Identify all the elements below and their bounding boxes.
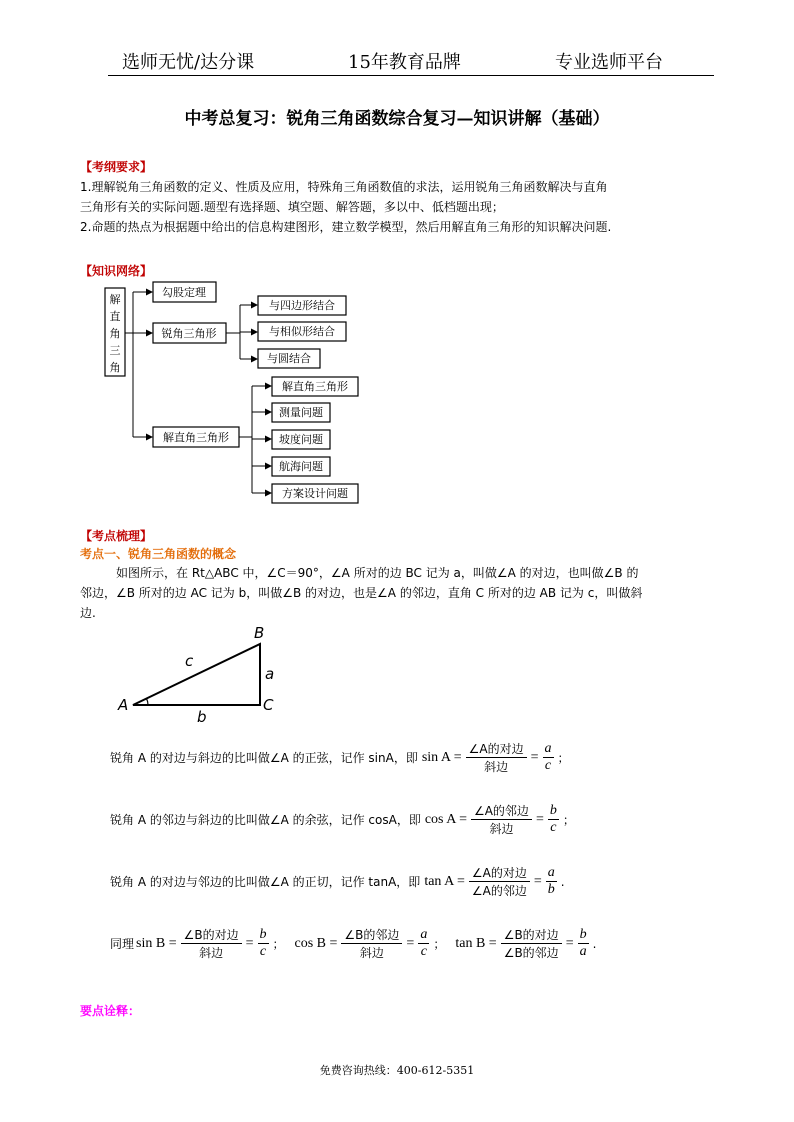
sinb-fraction bbox=[181, 926, 242, 961]
point1-intro bbox=[80, 563, 720, 623]
sinb-denominator: 斜边 bbox=[199, 946, 224, 960]
network-node-design: 方案设计问题 bbox=[282, 487, 348, 500]
tan-ratio-den: b bbox=[547, 882, 555, 897]
sin-lhs: sin A = bbox=[421, 749, 462, 765]
cosb-end: ； bbox=[433, 937, 446, 951]
network-node-navigation: 航海问题 bbox=[279, 460, 323, 473]
tanb-ratio bbox=[578, 927, 589, 960]
cos-formula: 锐角 A 的邻边与斜边的比叫做∠A 的余弦，记作 cosA，即 cos A = ∠A的邻边 斜边 = $\frac{b}{c}$ ； bbox=[110, 803, 575, 836]
cos-end: ； bbox=[562, 813, 575, 827]
cosb-denominator: 斜边 bbox=[359, 946, 384, 960]
tan-end: . bbox=[560, 874, 565, 889]
notes-heading: 要点诠释： bbox=[80, 1004, 141, 1018]
header-rule bbox=[108, 75, 714, 76]
network-node-measurement: 测量问题 bbox=[279, 406, 323, 419]
tan-lhs: tan A = bbox=[424, 873, 465, 889]
tanb-denominator: ∠B的邻边 bbox=[503, 946, 559, 960]
cos-ratio-num: b bbox=[549, 803, 557, 818]
tanb-ratio-num: b bbox=[579, 927, 587, 942]
header-tagline: 15年教育品牌 bbox=[348, 52, 461, 73]
cosb-numerator: ∠B的邻边 bbox=[341, 926, 402, 944]
footer-hotline: 免费咨询热线：400-612-5351 bbox=[319, 1064, 475, 1077]
cos-ratio bbox=[548, 803, 559, 836]
sin-description: 锐角 A 的对边与斜边的比叫做∠A 的正弦，记作 sinA，即 bbox=[110, 751, 418, 765]
network-root-char: 直 bbox=[109, 310, 121, 323]
syllabus-text bbox=[80, 177, 720, 237]
tan-fraction bbox=[469, 864, 530, 899]
right-triangle-figure bbox=[110, 622, 290, 727]
tan-denominator: ∠A的邻边 bbox=[471, 884, 527, 898]
sinb-ratio-num: b bbox=[259, 927, 267, 942]
sin-numerator: ∠A的对边 bbox=[466, 740, 527, 758]
knowledge-network-diagram bbox=[100, 278, 370, 510]
tan-description: 锐角 A 的对边与邻边的比叫做∠A 的正切，记作 tanA，即 bbox=[110, 875, 421, 889]
cos-description: 锐角 A 的邻边与斜边的比叫做∠A 的余弦，记作 cosA，即 bbox=[110, 813, 421, 827]
cos-denominator: 斜边 bbox=[489, 822, 514, 836]
network-root-char: 角 bbox=[109, 361, 121, 374]
sinb-ratio bbox=[258, 927, 269, 960]
syllabus-line: 1.理解锐角三角函数的定义、性质及应用，特殊角三角函数值的求法，运用锐角三角函数解决与直角 bbox=[80, 180, 608, 194]
cosb-ratio-den: c bbox=[420, 944, 427, 959]
tan-formula: 锐角 A 的对边与邻边的比叫做∠A 的正切，记作 tanA，即 tan A = ∠A的对边 ∠A的邻边 = $\frac{a}{b}$ . bbox=[110, 865, 565, 898]
sin-fraction bbox=[466, 740, 527, 775]
page-title: 中考总复习：锐角三角函数综合复习—知识讲解（基础） bbox=[184, 109, 610, 129]
network-node-slope: 坡度问题 bbox=[279, 433, 323, 446]
tan-ratio-num: a bbox=[547, 865, 555, 880]
angle-b-formulas: 同理 sin B = ∠B的对边 斜边 = $\frac{b}{c}$ ； cos B = ∠B的邻边 斜边 = $\frac{a}{c}$ ； tan B = ∠B的对边 ∠B的邻边 = $\frac{b}{a}$ . bbox=[110, 927, 597, 960]
side-b-label: b bbox=[197, 708, 207, 726]
network-node-quadrilateral: 与四边形结合 bbox=[269, 299, 335, 312]
syllabus-line: 2.命题的热点为根据题中给出的信息构建图形，建立数学模型，然后用解直角三角形的知识解决问题. bbox=[80, 220, 612, 234]
sinb-ratio-den: c bbox=[259, 944, 267, 959]
sin-ratio bbox=[543, 741, 554, 774]
syllabus-heading: 【考纲要求】 bbox=[80, 160, 153, 174]
tanb-lhs: tan B = bbox=[455, 935, 497, 951]
tanb-numerator: ∠B的对边 bbox=[501, 926, 562, 944]
network-node-solve-right-triangle: 解直角三角形 bbox=[163, 431, 229, 444]
intro-line: 如图所示，在 Rt△ABC 中，∠C＝90°，∠A 所对的边 BC 记为 a，叫做∠A 的对边，也叫做∠B 的 bbox=[116, 566, 639, 580]
triangle-shape bbox=[133, 644, 260, 705]
intro-line: 邻边，∠B 所对的边 AC 记为 b，叫做∠B 的对边，也是∠A 的邻边，直角 C 所对的边 AB 记为 c，叫做斜 bbox=[80, 586, 643, 600]
syllabus-line: 三角形有关的实际问题.题型有选择题、填空题、解答题，多以中、低档题出现； bbox=[80, 200, 504, 214]
cos-ratio-den: c bbox=[550, 820, 557, 835]
side-a-label: a bbox=[265, 665, 275, 683]
tan-numerator: ∠A的对边 bbox=[469, 864, 530, 882]
sin-ratio-num: a bbox=[544, 741, 552, 756]
intro-line: 边. bbox=[80, 606, 96, 620]
network-node-circle: 与圆结合 bbox=[267, 352, 311, 365]
vertex-b-label: B bbox=[254, 624, 265, 642]
header-brand: 选师无忧/达分课 bbox=[122, 52, 255, 73]
sin-end: ； bbox=[557, 751, 570, 765]
cosb-ratio bbox=[418, 927, 429, 960]
network-node-pythagorean: 勾股定理 bbox=[162, 286, 206, 299]
header-platform: 专业选师平台 bbox=[555, 52, 663, 73]
cos-numerator: ∠A的邻边 bbox=[471, 802, 532, 820]
cosb-fraction bbox=[341, 926, 402, 961]
cosb-lhs: cos B = bbox=[294, 935, 338, 951]
point1-title: 考点一、锐角三角函数的概念 bbox=[80, 547, 237, 561]
sinb-lhs: sin B = bbox=[136, 935, 177, 951]
network-heading: 【知识网络】 bbox=[80, 264, 153, 278]
sinb-end: ； bbox=[272, 937, 285, 951]
vertex-a-label: A bbox=[118, 696, 129, 714]
sin-ratio-den: c bbox=[544, 758, 552, 773]
network-root-char: 角 bbox=[109, 327, 121, 340]
network-node-solve: 解直角三角形 bbox=[282, 380, 348, 393]
side-c-label: c bbox=[185, 652, 194, 670]
sin-denominator: 斜边 bbox=[484, 760, 509, 774]
network-root-char: 三 bbox=[109, 344, 121, 357]
points-heading: 【考点梳理】 bbox=[80, 529, 153, 543]
sinb-numerator: ∠B的对边 bbox=[181, 926, 242, 944]
cos-lhs: cos A = bbox=[424, 811, 467, 827]
sin-formula: 锐角 A 的对边与斜边的比叫做∠A 的正弦，记作 sinA，即 sin A = ∠A的对边 斜边 = $\frac{a}{c}$ ； bbox=[110, 741, 570, 774]
cosb-ratio-num: a bbox=[420, 927, 428, 942]
tanb-ratio-den: a bbox=[579, 944, 587, 959]
cos-fraction bbox=[471, 802, 532, 837]
network-node-similar: 与相似形结合 bbox=[269, 325, 335, 338]
tanb-end: . bbox=[592, 936, 597, 951]
network-root-char: 解 bbox=[109, 293, 121, 306]
same-prefix: 同理 bbox=[110, 937, 135, 951]
vertex-c-label: C bbox=[263, 696, 274, 714]
tanb-fraction bbox=[501, 926, 562, 961]
network-node-acute-triangle: 锐角三角形 bbox=[161, 327, 217, 340]
tan-ratio bbox=[546, 865, 557, 898]
